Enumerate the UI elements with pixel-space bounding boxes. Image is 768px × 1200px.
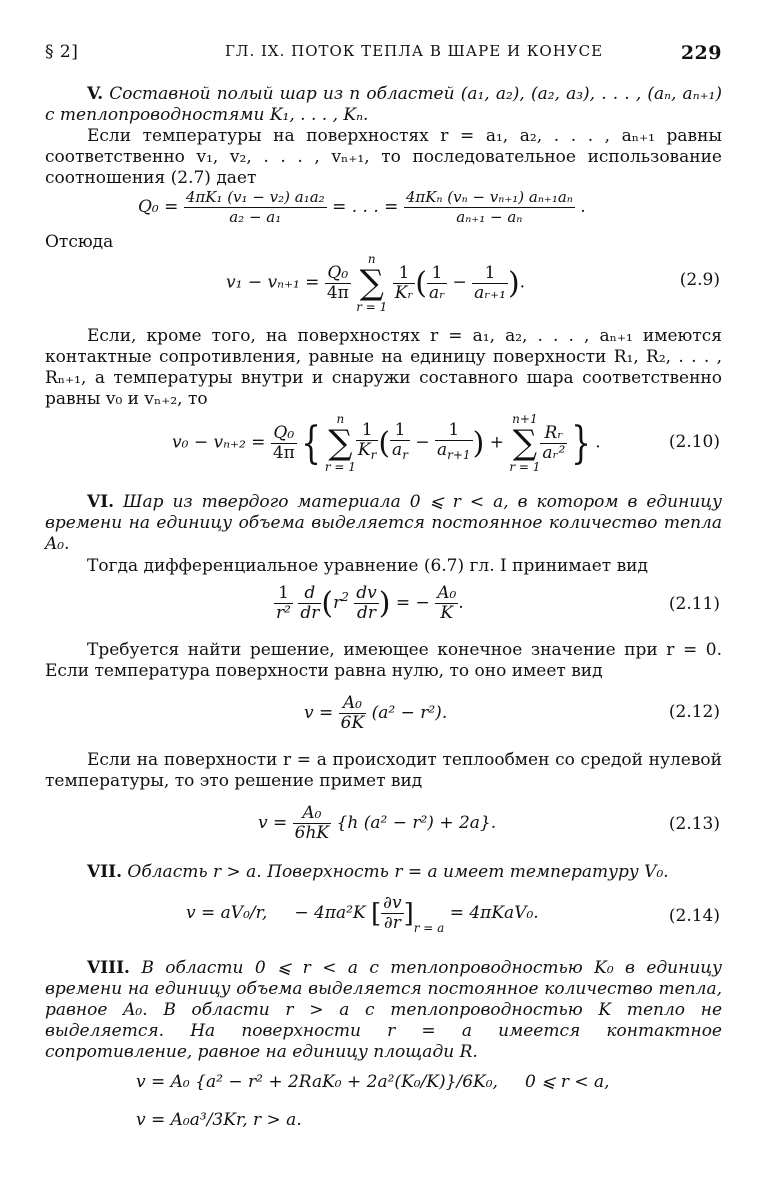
eq-number-2-14: (2.14) [668,906,720,926]
header-page-number: 229 [680,42,722,64]
paragraph-contact-resistances: Если, кроме того, на поверхностях r = a₁, a₂, . . . , aₙ₊₁ имеются контактные сопротивления, равные на единицу поверхности R₁, R₂, . . . , Rₙ₊₁, а температуры внутри и снаружи составного шара соответственно равны v₀ и vₙ₊₂, то [45,326,722,409]
eq210-r-den: aᵣ² [542,442,566,463]
eq-viii-inner-formula: v = A₀ {a² − r² + 2RaK₀ + 2a²(K₀/K)}/6K₀, [136,1072,498,1092]
eq211-f2-den: dr [300,603,320,623]
eq211-rhs-num: A₀ [437,583,457,603]
eq29-a-num: 1 [427,264,447,284]
eq212-lhs: v = [304,703,334,723]
eq211-f1-den: r² [276,603,291,623]
eq210-sum1-bottom: r = 1 [324,460,356,474]
eq-number-2-12: (2.12) [668,702,720,722]
eq29-q0-fraction [325,264,351,303]
eq214-d-num: ∂v [383,893,402,913]
equation-q0 [138,188,586,227]
eq29-a-fraction [427,264,447,303]
equation-viii-inner [136,1072,610,1092]
eq213-lhs: v = [258,813,288,833]
eq214-rhs: = 4πKaV₀. [449,903,539,923]
eq212-rest: (a² − r²). [371,703,448,723]
header-section: § 2] [45,42,79,62]
eq210-q0-den: 4π [272,442,295,463]
eq210-r-num: Rᵣ [540,424,567,444]
eq29-k-den: Kᵣ [394,282,414,303]
q0-fraction-2 [404,188,575,227]
case-label-v: V. [87,84,104,104]
q0-end: . [580,197,586,217]
eq214-mid: − 4πa²K [294,903,366,923]
eq-number-2-11: (2.11) [668,594,720,614]
paragraph-temperatures: Если температуры на поверхностях r = a₁, a₂, . . . , aₙ₊₁ равны соответственно v₁, v₂, . . . , vₙ₊₁, то последовательное использование соотношения (2.7) дает [45,126,722,188]
equation-2-13 [258,804,496,843]
header-chapter: ГЛ. IX. ПОТОК ТЕПЛА В ШАРЕ И КОНУСЕ [225,42,604,60]
case-label-vi: VI. [87,492,115,512]
eq214-d-den: ∂r [383,913,401,933]
equation-2-12 [304,694,447,733]
eq214-sub: r = a [413,921,445,935]
eq211-f2-num: d [298,584,321,604]
eq211-f3-num: dv [356,583,377,603]
eq211-rhs-den: K [440,603,454,623]
q0-den-1: a₂ − a₁ [229,208,282,226]
paragraph-case-viii [45,958,722,1063]
eq212-den: 6K [340,713,365,733]
q0-den-2: aₙ₊₁ − aₙ [456,208,523,226]
eq210-q0-num: Q₀ [271,424,297,444]
q0-num-1: 4πK₁ (v₁ − v₂) a₁a₂ [185,188,325,206]
eq211-f1-num: 1 [274,584,293,604]
word-otsyuda: Отсюда [45,232,114,252]
q0-middle: = . . . = [332,197,399,217]
case-label-viii: VIII. [87,958,130,978]
eq-number-2-10: (2.10) [668,432,720,452]
eq29-sum-top: n [367,252,376,266]
q0-fraction-1 [184,188,327,227]
eq29-b-num: 1 [472,264,508,284]
eq210-lhs: v₀ − vₙ₊₂ = [172,432,266,453]
eq213-den: 6hK [294,823,330,843]
eq210-sum2-bottom: r = 1 [509,460,541,474]
case-label-vii: VII. [87,862,123,882]
eq29-sum-bottom: r = 1 [356,300,388,314]
eq213-num: A₀ [293,804,331,824]
eq-viii-inner-condition: 0 ⩽ r < a, [524,1072,610,1092]
case-title-v: Составной полый шар из n областей (a₁, a₂), (a₂, a₃), . . . , (aₙ, aₙ₊₁) с теплопроводностями K₁, . . . , Kₙ. [45,84,722,125]
eq29-k-fraction [393,264,416,303]
case-title-vii: Область r > a. Поверхность r = a имеет температуру V₀. [127,862,669,882]
eq29-lhs: v₁ − vₙ₊₁ = [226,272,320,293]
eq210-q0-fraction [271,424,297,463]
eq29-q0-den: 4π [326,282,349,303]
eq29-b-fraction [472,264,508,303]
eq29-k-num: 1 [393,264,416,284]
eq211-f3-den: dr [357,603,377,623]
eq29-q0-num: Q₀ [325,264,351,284]
equation-2-9: v₁ − vₙ₊₁ = $\frac{\text{Q₀}}{4\pi}$ n ∑ r = 1 $\frac{1}{\text{Kᵣ}}$ ( $\frac{1}{\text{aᵣ}}$ − $\frac{1}{\text{aᵣ₊₁}}$ ). [226,252,526,314]
eq210-sum1-top: n [336,412,345,426]
eq210-sum2-top: n+1 [512,412,538,426]
equation-2-11: $\frac{1}{\text{r²}}$ $\frac{d}{dr}$ ($r^2$ $\frac{dv}{dr}$ ) = − $\frac{\text{A₀}}{K}$ . [276,583,464,623]
paragraph-case-vii [45,862,722,883]
paragraph-heat-exchange: Если на поверхности r = a происходит теплообмен со средой нулевой температуры, то это решение примет вид [45,750,722,791]
eq-number-2-9: (2.9) [679,270,720,290]
eq-number-2-13: (2.13) [668,814,720,834]
paragraph-diff-eq: Тогда дифференциальное уравнение (6.7) гл. I принимает вид [87,556,648,576]
eq213-rest: {h (a² − r²) + 2a}. [336,813,497,833]
eq29-sum: n ∑ r = 1 [356,252,388,314]
q0-lhs: Q₀ = [138,197,179,217]
eq210-sum-1: n ∑ r = 1 [324,412,356,474]
case-title-vi: Шар из твердого материала 0 ⩽ r < a, в котором в единицу времени на единицу объема выделяется постоянное количество тепла A₀. [45,492,722,554]
eq210-sum-2: n+1 ∑ r = 1 [509,412,541,474]
paragraph-case-vi [45,492,722,555]
eq214-left: v = aV₀/r, [186,903,268,923]
eq212-num: A₀ [339,694,367,714]
equation-2-10: v₀ − vₙ₊₂ = $\frac{\text{Q₀}}{4\pi}$ { n ∑ r = 1 $\frac{1}{K_r}$ ( $\frac{1}{a_r}$ − $\frac{1}{a_{r+1}}$ ) + n+1 ∑ r = 1 $\frac{\text{Rᵣ}}{\text{aᵣ²}}$ } . [172,412,601,474]
eq-viii-outer-formula: v = A₀a³/3Kr, r > a. [136,1110,302,1130]
paragraph-finite-solution: Требуется найти решение, имеющее конечное значение при r = 0. Если температура поверхности равна нулю, то оно имеет вид [45,640,722,681]
q0-num-2: 4πKₙ (vₙ − vₙ₊₁) aₙ₊₁aₙ [405,188,573,206]
equation-viii-outer [136,1110,302,1130]
eq29-b-den: aᵣ₊₁ [474,282,506,303]
eq210-r-fraction [540,424,567,463]
equation-2-14: v = aV₀/r, − 4πa²K [ $\frac{\partial v}{\partial r}$ ]$_{r = a} = 4\pi KaV_0$. [186,893,539,935]
eq29-a-den: aᵣ [429,282,446,303]
case-title-viii: В области 0 ⩽ r < a с теплопроводностью K₀ в единицу времени на единицу объема выделяется постоянное количество тепла, равное A₀. В области r > a с теплопроводностью K тепло не выделяется. На поверхности r = a имеется контактное сопротивление, равное на единицу площади R. [45,958,723,1062]
paragraph-case-v [45,84,722,126]
